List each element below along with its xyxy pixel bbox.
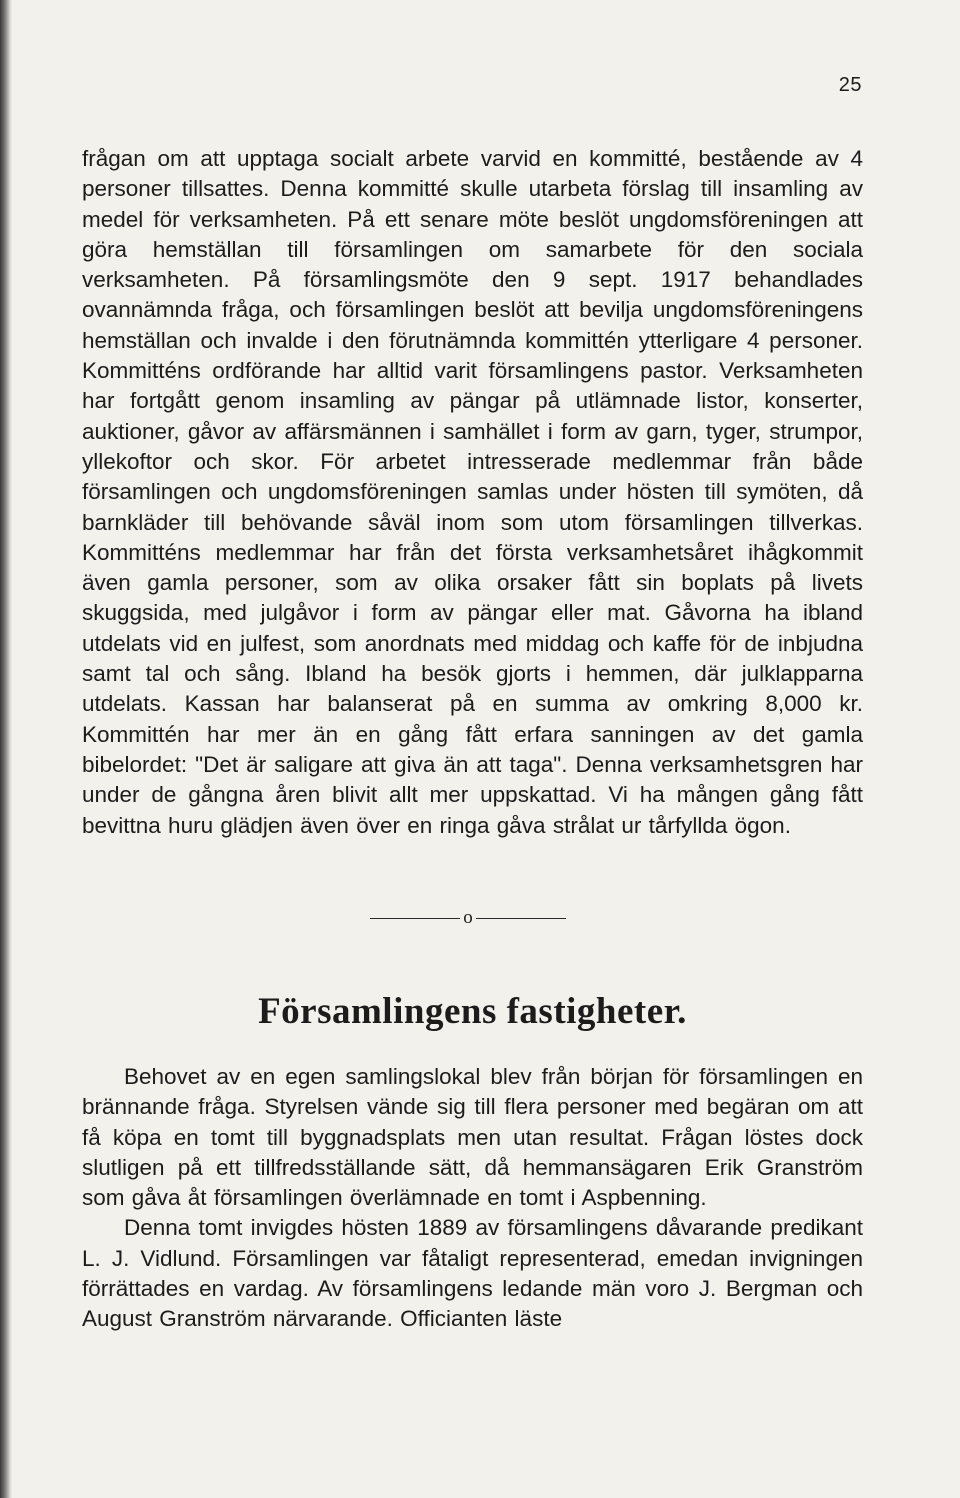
page-number: 25 <box>838 74 862 96</box>
paragraph: Behovet av en egen samlingslokal blev från början för församlingen en brännande fråga. Styrelsen vände sig till flera personer med begäran om att få köpa en tomt till byggnadsplats men utan resultat. Frågan löstes dock slutligen på ett tillfredsställande sätt, då hemmansägaren Erik Granström som gåva åt församlingen överlämnade en tomt i Aspbenning. <box>82 1064 863 1211</box>
separator-mark: o <box>463 907 473 928</box>
section-heading: Församlingens fastigheter. <box>258 991 687 1032</box>
section-separator <box>370 906 566 930</box>
book-spine-shadow <box>0 0 12 1498</box>
separator-line-left <box>370 918 460 919</box>
paragraph: frågan om att upptaga socialt arbete varvid en kommitté, bestående av 4 personer tillsattes. Denna kommitté skulle utarbeta förslag till insamling av medel för verksamheten. På ett senare möte beslöt ungdomsföreningen att göra hemställan till församlingen om samarbete för den sociala verksamheten. På församlingsmöte den 9 sept. 1917 behandlades ovannämnda fråga, och församlingen beslöt att bevilja ungdomsföreningens hemställan och invalde i den förutnämnda kommittén ytterligare 4 personer. Kommitténs ordförande har alltid varit församlingens pastor. Verksamheten har fortgått genom insamling av pängar på utlämnade listor, konserter, auktioner, gåvor av affärsmännen i samhället i form av garn, tyger, strumpor, yllekoftor och skor. För arbetet intresserade medlemmar från både församlingen och ungdomsföreningen samlas under hösten till symöten, då barnkläder till behövande såväl inom som utom församlingen tillverkas. Kommitténs medlemmar har från det första verksamhetsåret ihågkommit även gamla personer, som av olika orsaker fått sin boplats på livets skuggsida, med julgåvor i form av pängar eller mat. Gåvorna ha ibland utdelats vid en julfest, som anordnats med middag och kaffe för de inbjudna samt tal och sång. Ibland ha besök gjorts i hemmen, där julklapparna utdelats. Kassan har balanserat på en summa av omkring 8,000 kr. Kommittén har mer än en gång fått erfara sanningen av det gamla bibelordet: "Det är saligare att giva än att taga". Denna verksamhetsgren har under de gångna åren blivit allt mer uppskattad. Vi ha mången gång fått bevittna huru glädjen även över en ringa gåva strålat ur tårfyllda ögon. <box>82 146 863 838</box>
body-text-section <box>82 1062 863 1335</box>
separator-line-right <box>476 918 566 919</box>
paragraph: Denna tomt invigdes hösten 1889 av församlingens dåvarande predikant L. J. Vidlund. Församlingen var fåtaligt representerad, emedan invigningen förrättades en vardag. Av församlingens ledande män voro J. Bergman och August Granström närvarande. Officianten läste <box>82 1215 863 1332</box>
body-text-continued <box>82 144 863 841</box>
